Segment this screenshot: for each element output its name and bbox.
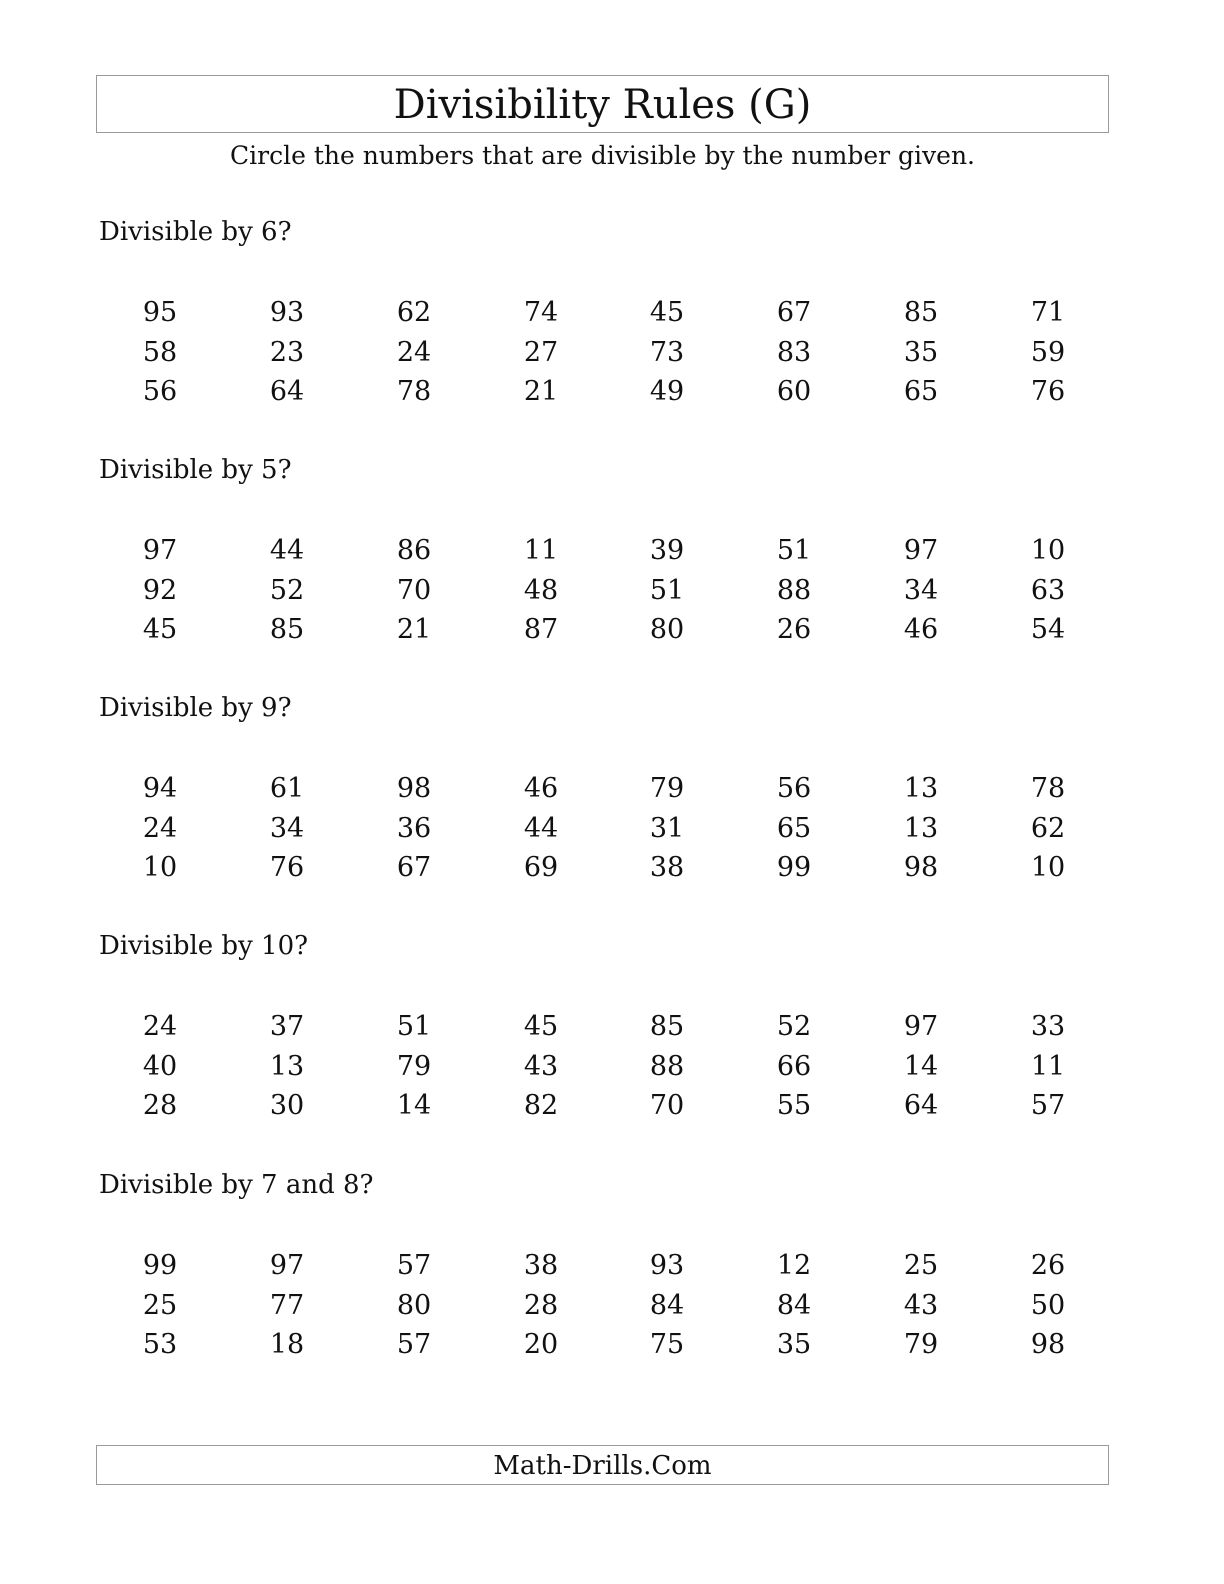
number-cell[interactable]: 45: [523, 1011, 559, 1042]
number-cell[interactable]: 57: [396, 1250, 432, 1281]
number-grid: [99, 293, 1099, 412]
number-cell[interactable]: 30: [269, 1090, 305, 1121]
number-cell[interactable]: 97: [142, 535, 178, 566]
number-cell[interactable]: 87: [523, 614, 559, 645]
number-cell[interactable]: 48: [523, 574, 559, 606]
number-cell[interactable]: 25: [903, 1250, 939, 1281]
number-row: [99, 769, 1099, 809]
number-cell[interactable]: 97: [269, 1250, 305, 1281]
number-cell[interactable]: 11: [523, 535, 559, 566]
number-grid: [99, 531, 1099, 650]
number-cell[interactable]: 60: [776, 376, 812, 407]
number-cell[interactable]: 84: [776, 1289, 812, 1321]
number-cell[interactable]: 45: [649, 297, 685, 328]
number-cell[interactable]: 36: [396, 812, 432, 844]
number-cell[interactable]: 67: [776, 297, 812, 328]
section-heading: Divisible by 5?: [99, 455, 292, 485]
number-cell[interactable]: 62: [1030, 812, 1066, 844]
number-cell[interactable]: 62: [396, 297, 432, 328]
number-row: [99, 1007, 1099, 1047]
section-heading: Divisible by 9?: [99, 693, 292, 723]
number-cell[interactable]: 88: [776, 574, 812, 606]
number-cell[interactable]: 65: [776, 812, 812, 844]
number-cell[interactable]: 44: [269, 535, 305, 566]
number-row: [99, 293, 1099, 333]
number-cell[interactable]: 97: [903, 535, 939, 566]
number-cell[interactable]: 45: [142, 614, 178, 645]
number-row: [99, 848, 1099, 888]
number-cell[interactable]: 95: [142, 297, 178, 328]
number-cell[interactable]: 10: [1030, 535, 1066, 566]
number-cell[interactable]: 79: [396, 1050, 432, 1082]
number-cell[interactable]: 40: [142, 1050, 178, 1082]
number-cell[interactable]: 53: [142, 1329, 178, 1360]
number-cell[interactable]: 84: [649, 1289, 685, 1321]
number-cell[interactable]: 25: [142, 1289, 178, 1321]
number-cell[interactable]: 73: [649, 336, 685, 368]
number-cell[interactable]: 83: [776, 336, 812, 368]
number-cell[interactable]: 71: [1030, 297, 1066, 328]
number-cell[interactable]: 20: [523, 1329, 559, 1360]
number-cell[interactable]: 21: [396, 614, 432, 645]
number-row: [99, 571, 1099, 611]
number-cell[interactable]: 80: [396, 1289, 432, 1321]
number-row: [99, 610, 1099, 650]
number-cell[interactable]: 26: [776, 614, 812, 645]
number-row: [99, 1246, 1099, 1286]
number-cell[interactable]: 51: [649, 574, 685, 606]
number-cell[interactable]: 92: [142, 574, 178, 606]
number-cell[interactable]: 64: [903, 1090, 939, 1121]
number-cell[interactable]: 35: [903, 336, 939, 368]
number-cell[interactable]: 63: [1030, 574, 1066, 606]
number-cell[interactable]: 33: [1030, 1011, 1066, 1042]
title-box: [96, 75, 1109, 133]
number-cell[interactable]: 88: [649, 1050, 685, 1082]
number-cell[interactable]: 85: [269, 614, 305, 645]
number-cell[interactable]: 70: [396, 574, 432, 606]
number-row: [99, 1047, 1099, 1087]
number-cell[interactable]: 82: [523, 1090, 559, 1121]
number-cell[interactable]: 98: [1030, 1329, 1066, 1360]
number-cell[interactable]: 65: [903, 376, 939, 407]
number-cell[interactable]: 26: [1030, 1250, 1066, 1281]
number-cell[interactable]: 38: [523, 1250, 559, 1281]
number-cell[interactable]: 79: [649, 773, 685, 804]
number-row: [99, 372, 1099, 412]
number-cell[interactable]: 98: [903, 852, 939, 883]
number-row: [99, 1325, 1099, 1365]
number-cell[interactable]: 58: [142, 336, 178, 368]
number-cell[interactable]: 51: [396, 1011, 432, 1042]
number-row: [99, 1286, 1099, 1326]
number-cell[interactable]: 93: [269, 297, 305, 328]
number-cell[interactable]: 18: [269, 1329, 305, 1360]
number-cell[interactable]: 79: [903, 1329, 939, 1360]
number-cell[interactable]: 98: [396, 773, 432, 804]
number-cell[interactable]: 66: [776, 1050, 812, 1082]
number-grid: [99, 1007, 1099, 1126]
number-cell[interactable]: 54: [1030, 614, 1066, 645]
number-cell[interactable]: 74: [523, 297, 559, 328]
number-cell[interactable]: 77: [269, 1289, 305, 1321]
number-cell[interactable]: 57: [1030, 1090, 1066, 1121]
number-cell[interactable]: 10: [1030, 852, 1066, 883]
footer-text: Math-Drills.Com: [493, 1451, 712, 1481]
number-cell[interactable]: 70: [649, 1090, 685, 1121]
number-cell[interactable]: 44: [523, 812, 559, 844]
number-cell[interactable]: 12: [776, 1250, 812, 1281]
number-cell[interactable]: 13: [269, 1050, 305, 1082]
number-cell[interactable]: 49: [649, 376, 685, 407]
number-row: [99, 531, 1099, 571]
number-cell[interactable]: 34: [903, 574, 939, 606]
number-cell[interactable]: 24: [396, 336, 432, 368]
number-cell[interactable]: 86: [396, 535, 432, 566]
section-heading: Divisible by 6?: [99, 217, 292, 247]
number-cell[interactable]: 56: [142, 376, 178, 407]
number-cell[interactable]: 57: [396, 1329, 432, 1360]
number-cell[interactable]: 35: [776, 1329, 812, 1360]
number-cell[interactable]: 10: [142, 852, 178, 883]
number-cell[interactable]: 46: [903, 614, 939, 645]
number-row: [99, 1086, 1099, 1126]
number-cell[interactable]: 59: [1030, 336, 1066, 368]
number-cell[interactable]: 13: [903, 812, 939, 844]
number-cell[interactable]: 43: [523, 1050, 559, 1082]
number-cell[interactable]: 52: [776, 1011, 812, 1042]
number-cell[interactable]: 99: [776, 852, 812, 883]
number-cell[interactable]: 55: [776, 1090, 812, 1121]
number-cell[interactable]: 51: [776, 535, 812, 566]
number-cell[interactable]: 27: [523, 336, 559, 368]
footer-box: [96, 1445, 1109, 1485]
number-cell[interactable]: 28: [523, 1289, 559, 1321]
number-cell[interactable]: 37: [269, 1011, 305, 1042]
number-cell[interactable]: 34: [269, 812, 305, 844]
number-cell[interactable]: 21: [523, 376, 559, 407]
number-cell[interactable]: 64: [269, 376, 305, 407]
section-heading: Divisible by 10?: [99, 931, 309, 961]
number-cell[interactable]: 75: [649, 1329, 685, 1360]
number-cell[interactable]: 85: [903, 297, 939, 328]
number-grid: [99, 769, 1099, 888]
number-cell[interactable]: 52: [269, 574, 305, 606]
number-cell[interactable]: 97: [903, 1011, 939, 1042]
number-cell[interactable]: 39: [649, 535, 685, 566]
number-cell[interactable]: 13: [903, 773, 939, 804]
number-grid: [99, 1246, 1099, 1365]
number-cell[interactable]: 24: [142, 812, 178, 844]
number-cell[interactable]: 31: [649, 812, 685, 844]
number-row: [99, 333, 1099, 373]
number-cell[interactable]: 76: [1030, 376, 1066, 407]
number-cell[interactable]: 11: [1030, 1050, 1066, 1082]
number-cell[interactable]: 69: [523, 852, 559, 883]
number-cell[interactable]: 56: [776, 773, 812, 804]
number-cell[interactable]: 76: [269, 852, 305, 883]
number-row: [99, 809, 1099, 849]
number-cell[interactable]: 78: [396, 376, 432, 407]
number-cell[interactable]: 14: [396, 1090, 432, 1121]
number-cell[interactable]: 43: [903, 1289, 939, 1321]
number-cell[interactable]: 28: [142, 1090, 178, 1121]
number-cell[interactable]: 85: [649, 1011, 685, 1042]
number-cell[interactable]: 80: [649, 614, 685, 645]
number-cell[interactable]: 14: [903, 1050, 939, 1082]
number-cell[interactable]: 46: [523, 773, 559, 804]
number-cell[interactable]: 94: [142, 773, 178, 804]
number-cell[interactable]: 23: [269, 336, 305, 368]
instructions: Circle the numbers that are divisible by the number given.: [230, 141, 975, 170]
section-heading: Divisible by 7 and 8?: [99, 1170, 374, 1200]
page-title: Divisibility Rules (G): [393, 82, 812, 128]
number-cell[interactable]: 61: [269, 773, 305, 804]
number-cell[interactable]: 67: [396, 852, 432, 883]
number-cell[interactable]: 24: [142, 1011, 178, 1042]
number-cell[interactable]: 78: [1030, 773, 1066, 804]
number-cell[interactable]: 93: [649, 1250, 685, 1281]
number-cell[interactable]: 50: [1030, 1289, 1066, 1321]
number-cell[interactable]: 99: [142, 1250, 178, 1281]
number-cell[interactable]: 38: [649, 852, 685, 883]
